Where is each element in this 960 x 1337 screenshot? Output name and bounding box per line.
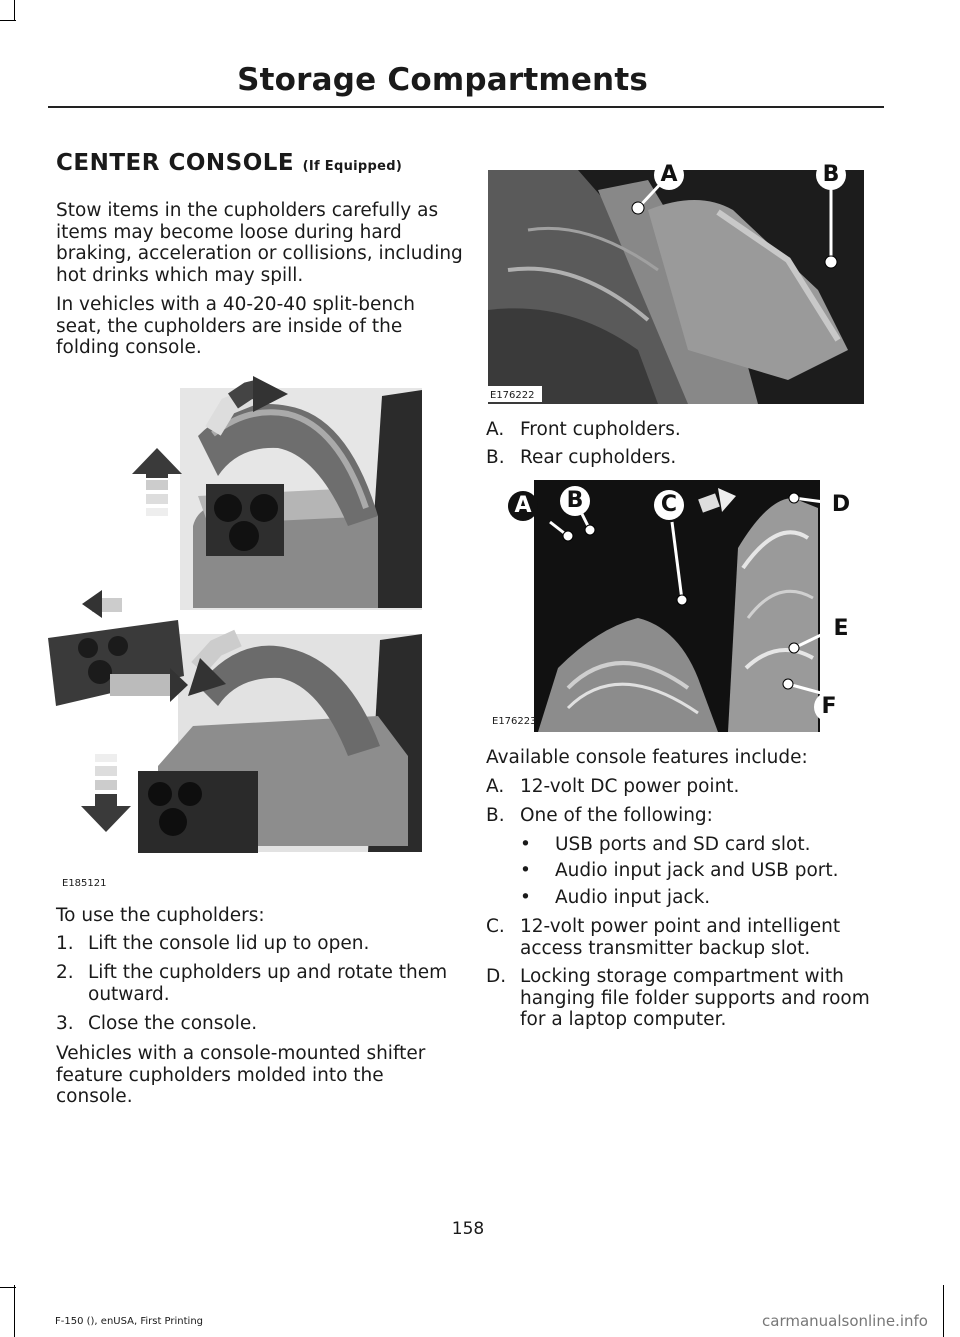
bullet-glyph: •: [520, 834, 531, 855]
callout-label: B: [816, 160, 846, 190]
features-heading: Available console features include:: [486, 747, 808, 768]
callout-label: C: [654, 490, 684, 520]
page-number: 158: [451, 1219, 485, 1239]
callout-label: E: [826, 614, 856, 644]
steps-heading: To use the cupholders:: [56, 905, 265, 926]
callout-label: D: [826, 490, 856, 520]
callout-label: A: [654, 160, 684, 190]
console-illustration-art: [48, 376, 438, 886]
header-divider: [48, 106, 884, 108]
crop-mark: [14, 1285, 15, 1337]
crop-mark: [943, 1285, 944, 1337]
bullet-glyph: •: [520, 860, 531, 881]
callout-label: B: [560, 486, 590, 516]
section-qualifier: (If Equipped): [302, 159, 403, 174]
watermark: carmanualsonline.info: [762, 1312, 928, 1330]
footer-text: F-150 (), enUSA, First Printing: [55, 1316, 204, 1327]
cupholder-locations-figure: [488, 150, 866, 406]
intro-paragraph-2: In vehicles with a 40-20-40 split-bench seat, the cupholders are inside of the folding console.: [56, 294, 416, 358]
callout-label: A: [508, 491, 538, 521]
crop-mark: [0, 20, 16, 21]
figure-code: E176222: [490, 390, 535, 401]
bullet-glyph: •: [520, 887, 531, 908]
callout-label: F: [814, 692, 844, 722]
closing-paragraph: Vehicles with a console-mounted shifter feature cupholders molded into the console.: [56, 1043, 426, 1107]
page-header-title: Storage Compartments: [237, 62, 648, 98]
cupholder-locations-art: [488, 150, 866, 406]
figure-code: E176223: [492, 716, 537, 727]
section-title: [56, 150, 402, 176]
section-title-text: CENTER CONSOLE: [56, 150, 295, 176]
intro-paragraph-1: Stow items in the cupholders carefully as items may become loose during hard braking, acceleration or collisions, including hot drinks which may spill.: [56, 200, 463, 286]
crop-mark: [0, 1287, 16, 1288]
console-features-figure: [488, 478, 866, 734]
crop-mark: [14, 0, 15, 20]
figure-code: E185121: [62, 878, 107, 889]
cupholder-console-illustration: [48, 376, 438, 889]
